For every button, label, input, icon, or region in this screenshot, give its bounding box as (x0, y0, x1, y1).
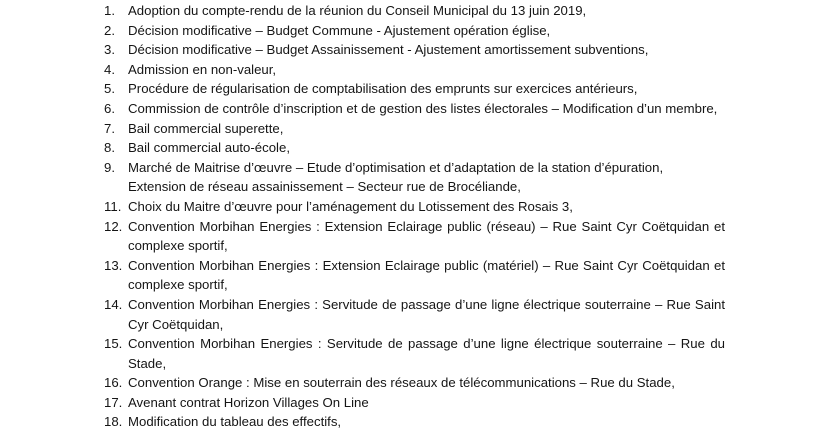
item-text: Procédure de régularisation de comptabilisation des emprunts sur exercices antérieurs, (128, 81, 638, 97)
item-number: 4. (104, 61, 115, 77)
item-text: Décision modificative – Budget Commune - Ajustement opération église, (128, 22, 551, 38)
agenda-item (0, 373, 820, 393)
item-text: Convention Morbihan Energies : Servitude de passage d’une ligne électrique souterraine – Rue du Stade, (128, 336, 725, 371)
item-text: Adoption du compte-rendu de la réunion du Conseil Municipal du 13 juin 2019, (128, 3, 587, 18)
item-number: 9. (104, 159, 115, 175)
agenda-item (0, 79, 820, 99)
agenda-item (0, 177, 820, 197)
item-number: 3. (104, 42, 115, 58)
item-number: 14. (104, 296, 123, 312)
item-number: 12. (104, 218, 123, 234)
item-text: Bail commercial auto-école, (128, 140, 290, 156)
agenda-item (0, 40, 820, 60)
item-text: Convention Morbihan Energies : Extension Eclairage public (matériel) – Rue Saint Cyr Coëtquidan et complexe sportif, (128, 257, 725, 293)
agenda-item (0, 119, 820, 139)
item-text: Modification du tableau des effectifs, (128, 414, 342, 430)
item-text: Convention Orange : Mise en souterrain des réseaux de télécommunications – Rue du Stade, (128, 375, 675, 391)
agenda-item (0, 393, 820, 413)
agenda-item (0, 1, 820, 21)
agenda-item (0, 256, 820, 295)
item-number: 13. (104, 257, 123, 273)
agenda-item (0, 60, 820, 80)
item-number: 2. (104, 22, 115, 38)
item-number: 15. (104, 336, 123, 352)
item-number: 6. (104, 100, 115, 116)
item-text: Admission en non-valeur, (128, 61, 277, 77)
agenda-item (0, 21, 820, 41)
agenda-item (0, 158, 820, 178)
item-text: Décision modificative – Budget Assainissement - Ajustement amortissement subventions, (128, 42, 649, 58)
item-text: Convention Morbihan Energies : Extension Eclairage public (réseau) – Rue Saint Cyr Coëtquidan et complexe sportif, (128, 218, 725, 254)
item-number: 1. (104, 3, 115, 18)
item-text: Convention Morbihan Energies : Servitude de passage d’une ligne électrique souterraine – Rue Saint Cyr Coëtquidan, (128, 296, 725, 332)
item-number: 16. (104, 375, 123, 391)
agenda-item (0, 334, 820, 373)
item-text: Marché de Maitrise d’œuvre – Etude d’optimisation et d’adaptation de la station d’épuration, (128, 159, 664, 175)
agenda-item (0, 197, 820, 217)
item-text: Extension de réseau assainissement – Secteur rue de Brocéliande, (128, 179, 521, 195)
item-number: 8. (104, 140, 115, 156)
agenda-list (0, 1, 820, 432)
agenda-item (0, 412, 820, 432)
item-number: 17. (104, 394, 123, 410)
item-text: Commission de contrôle d’inscription et de gestion des listes électorales – Modification d’un membre, (128, 100, 718, 116)
item-number: 11. (104, 198, 122, 214)
agenda-item (0, 99, 820, 119)
item-text: Bail commercial superette, (128, 120, 284, 136)
item-number: 18. (104, 414, 123, 430)
item-text: Avenant contrat Horizon Villages On Line (128, 394, 369, 410)
item-number: 5. (104, 81, 115, 97)
item-text: Choix du Maitre d’œuvre pour l’aménagement du Lotissement des Rosais 3, (128, 198, 573, 214)
item-number: 7. (104, 120, 115, 136)
agenda-item (0, 217, 820, 256)
agenda-item (0, 295, 820, 334)
agenda-item (0, 138, 820, 158)
